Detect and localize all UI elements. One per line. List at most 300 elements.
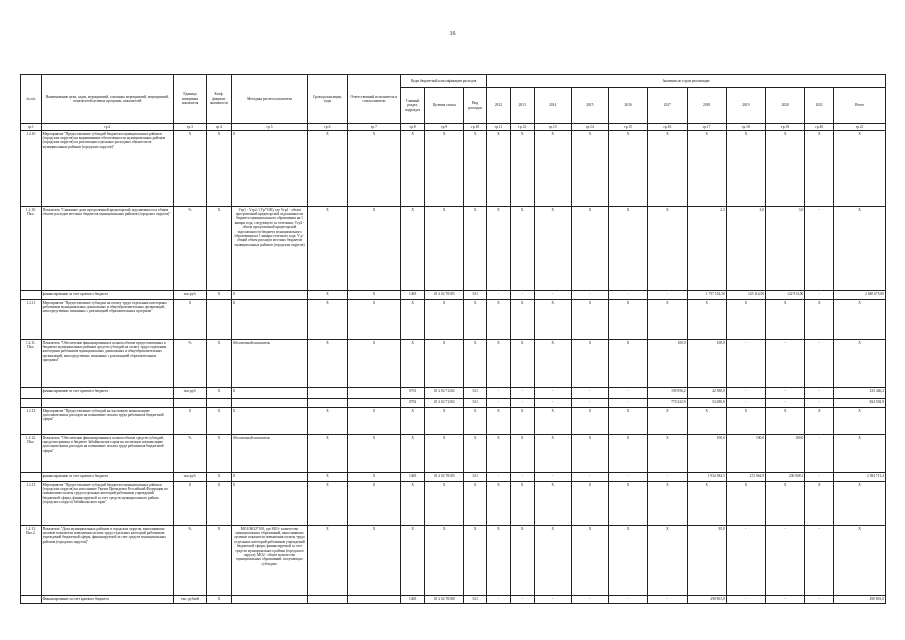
header-year: 2013 bbox=[510, 88, 534, 124]
table-cell: Мероприятие "Предоставление субсидий на частичную компенсацию дополнительных расходов на повышение оплаты труда работников бюджетной сферы" bbox=[41, 408, 173, 435]
table-row bbox=[21, 526, 886, 596]
table-cell: 142 914,00 bbox=[766, 291, 805, 300]
header-coef: Коэф. фициент значимости bbox=[207, 75, 232, 124]
table-cell bbox=[21, 596, 42, 604]
table-cell: - bbox=[805, 291, 834, 300]
table-cell: - bbox=[510, 596, 534, 604]
table-row bbox=[21, 340, 886, 388]
table-cell bbox=[347, 388, 401, 399]
column-number-row bbox=[21, 124, 886, 131]
table-cell: Х bbox=[834, 482, 886, 526]
column-number: гр.14 bbox=[571, 124, 608, 131]
table-cell: Показатель "Обеспечение финансирования в полном объеме предоставленных в бюджеты муниципальных районов средств субсидий на оплату труда отдельным категориям работников муниципальных дошкольных и общеобразовательных организаций, непосредственно связанных с реализацией образовательных программ" bbox=[41, 340, 173, 388]
header-total: Итого bbox=[834, 88, 886, 124]
table-cell: Мероприятие "Предоставление субсидии на оплату труда отдельным категориям работников муниципальных дошкольных и общеобразовательных организаций, непосредственно связанных с реализацией образовательных программ" bbox=[41, 300, 173, 340]
table-cell: 01 2 02 71202 bbox=[425, 388, 464, 399]
table-cell: 1.2.13. Пкл.2. bbox=[21, 526, 42, 596]
table-cell: Х bbox=[571, 435, 608, 473]
table-cell: Х bbox=[347, 408, 401, 435]
table-cell: Х bbox=[534, 207, 571, 291]
table-cell: Х bbox=[487, 207, 511, 291]
table-cell: Х bbox=[648, 300, 687, 340]
header-executor: Ответственный исполнитель и соисполнители bbox=[347, 75, 401, 124]
table-cell: - bbox=[766, 399, 805, 408]
table-cell: Х bbox=[425, 131, 464, 207]
table-cell: Х bbox=[608, 435, 647, 473]
table-cell: финансирование за счет краевого бюджета bbox=[41, 291, 173, 300]
table-cell: - bbox=[805, 596, 834, 604]
column-number: гр.11 bbox=[487, 124, 511, 131]
table-cell: Х bbox=[571, 482, 608, 526]
table-cell: Х bbox=[805, 482, 834, 526]
table-cell: Х bbox=[487, 526, 511, 596]
table-cell: Х bbox=[401, 300, 425, 340]
table-cell bbox=[231, 596, 307, 604]
table-cell bbox=[173, 399, 206, 408]
table-cell: - bbox=[608, 473, 647, 482]
table-cell: Х bbox=[464, 207, 487, 291]
table-row bbox=[21, 291, 886, 300]
table-cell: - bbox=[766, 388, 805, 399]
table-cell: Х bbox=[173, 482, 206, 526]
header-year: 2016 bbox=[608, 88, 647, 124]
table-cell: Х bbox=[425, 408, 464, 435]
header-year: 2014 bbox=[534, 88, 571, 124]
table-cell: - bbox=[487, 399, 511, 408]
header-year: 2015 bbox=[571, 88, 608, 124]
table-cell: Х bbox=[608, 408, 647, 435]
table-cell: Х bbox=[425, 300, 464, 340]
table-cell: Х bbox=[534, 526, 571, 596]
column-number: гр.2 bbox=[41, 124, 173, 131]
table-cell: 2,3 bbox=[687, 207, 726, 291]
table-cell: Х bbox=[308, 300, 347, 340]
table-cell: - bbox=[510, 388, 534, 399]
table-cell: - bbox=[510, 473, 534, 482]
table-cell: - bbox=[510, 399, 534, 408]
table-cell: Х bbox=[805, 131, 834, 207]
column-number: гр.3 bbox=[173, 124, 206, 131]
table-cell bbox=[21, 473, 42, 482]
table-cell: Х bbox=[231, 408, 307, 435]
table-cell: 2 040 675,00 bbox=[834, 291, 886, 300]
table-cell: 190 956,2 bbox=[648, 388, 687, 399]
table-cell: 100,0 bbox=[648, 340, 687, 388]
table-cell: Х bbox=[401, 435, 425, 473]
table-cell: Х bbox=[608, 207, 647, 291]
table-cell: Х bbox=[347, 482, 401, 526]
table-cell: - bbox=[608, 388, 647, 399]
table-cell: 1.2.11. Пкл. bbox=[21, 340, 42, 388]
table-cell: 521 bbox=[464, 399, 487, 408]
table-cell: - bbox=[726, 340, 765, 388]
header-year: 2017 bbox=[648, 88, 687, 124]
table-cell: Х bbox=[231, 482, 307, 526]
table-cell: Х bbox=[308, 291, 347, 300]
table-cell: Х bbox=[608, 300, 647, 340]
column-number: гр.17 bbox=[687, 124, 726, 131]
table-cell: Х bbox=[207, 388, 232, 399]
table-cell: Х bbox=[487, 435, 511, 473]
table-cell: 521 bbox=[464, 388, 487, 399]
table-cell: Х bbox=[231, 388, 307, 399]
table-cell: Х bbox=[347, 435, 401, 473]
table-cell: Х bbox=[207, 340, 232, 388]
table-cell: тыс.руб. bbox=[173, 388, 206, 399]
table-cell: Х bbox=[534, 482, 571, 526]
table-cell: Х bbox=[571, 300, 608, 340]
column-number: гр.7 bbox=[347, 124, 401, 131]
table-cell: финансирование за счет краевого бюджета bbox=[41, 388, 173, 399]
table-cell: 2 584 713,4 bbox=[834, 473, 886, 482]
table-cell: Х bbox=[425, 435, 464, 473]
table-row bbox=[21, 399, 886, 408]
table-cell: 3,0 bbox=[766, 207, 805, 291]
table-cell: - bbox=[487, 291, 511, 300]
table-cell: 1403 bbox=[401, 473, 425, 482]
table-cell: - bbox=[571, 399, 608, 408]
header-year: 2012 bbox=[487, 88, 511, 124]
header-year: 2018 bbox=[687, 88, 726, 124]
table-cell: Х bbox=[207, 207, 232, 291]
table-cell: 1403 bbox=[401, 291, 425, 300]
table-cell: Х bbox=[464, 300, 487, 340]
table-cell: Х bbox=[608, 131, 647, 207]
table-cell: Х bbox=[464, 340, 487, 388]
table-cell: - bbox=[534, 596, 571, 604]
column-number: гр.8 bbox=[401, 124, 425, 131]
table-cell: МО1/МО2*100, где МО1- количество муниципальных образований, выполнивших целевые показатели повышения оплаты труда отдельных категорий работников учреждений бюджетной сферы, финансируемой за счет средств муниципального района (городского округа); МО2 - общее количество муниципальных образований, получающих субсидию. bbox=[231, 526, 307, 596]
header-method: Методика расчета показателя bbox=[231, 75, 307, 124]
column-number: гр.10 bbox=[464, 124, 487, 131]
table-cell bbox=[21, 291, 42, 300]
table-cell: Х bbox=[648, 482, 687, 526]
table-cell: Х bbox=[534, 131, 571, 207]
table-cell: Х bbox=[425, 482, 464, 526]
table-cell: 01 2 02 78180 bbox=[425, 596, 464, 604]
table-cell: 100,0 bbox=[687, 340, 726, 388]
table-cell: Х bbox=[231, 131, 307, 207]
table-row bbox=[21, 207, 886, 291]
table-cell: Абсолютный показатель bbox=[231, 340, 307, 388]
table-cell: 1.2.12 bbox=[21, 408, 42, 435]
header-term: Сроки реализации, годы bbox=[308, 75, 347, 124]
table-cell: Х bbox=[173, 408, 206, 435]
table-cell: Х bbox=[608, 526, 647, 596]
table-cell: Х bbox=[687, 408, 726, 435]
table-cell: - bbox=[510, 291, 534, 300]
table-cell: 01 2 02 78183 bbox=[425, 473, 464, 482]
table-cell: Х bbox=[571, 408, 608, 435]
table-cell: Х bbox=[207, 131, 232, 207]
table-cell: Х bbox=[487, 131, 511, 207]
table-cell: Показатель "Доля муниципальных районов и городских округов, выполнивших целевые показатели повышения оплаты труда отдельных категорий работников учреждений бюджетной сферы, финансируемой за счет средств муниципальных районов (городских округов)" bbox=[41, 526, 173, 596]
table-cell: - bbox=[766, 340, 805, 388]
table-cell: Х bbox=[510, 340, 534, 388]
table-cell: % bbox=[173, 526, 206, 596]
table-cell: 1403 bbox=[401, 596, 425, 604]
table-cell: - bbox=[766, 526, 805, 596]
table-cell: Х bbox=[534, 435, 571, 473]
table-cell: Х bbox=[766, 131, 805, 207]
table-cell: - bbox=[571, 596, 608, 604]
table-cell: Х bbox=[726, 482, 765, 526]
table-cell: % bbox=[173, 435, 206, 473]
table-cell: Х bbox=[464, 526, 487, 596]
table-cell: Х bbox=[834, 435, 886, 473]
table-cell bbox=[207, 399, 232, 408]
table-cell: Х bbox=[834, 340, 886, 388]
table-row bbox=[21, 388, 886, 399]
table-row bbox=[21, 435, 886, 473]
table-cell: тыс. рублей bbox=[173, 596, 206, 604]
table-cell bbox=[41, 399, 173, 408]
table-cell: Х bbox=[766, 300, 805, 340]
table-cell: - bbox=[487, 388, 511, 399]
table-cell: 01 2 02 71202 bbox=[425, 399, 464, 408]
table-cell: Х bbox=[648, 435, 687, 473]
table-cell: Х bbox=[487, 300, 511, 340]
table-cell: Х bbox=[173, 131, 206, 207]
table-cell: 290 801,0 bbox=[687, 596, 726, 604]
table-cell: Х bbox=[834, 526, 886, 596]
table-cell: тыс.руб. bbox=[173, 291, 206, 300]
table-cell: Х bbox=[464, 435, 487, 473]
header-no: № п/п bbox=[21, 75, 42, 124]
table-cell: Х bbox=[464, 408, 487, 435]
table-cell: Х bbox=[347, 300, 401, 340]
table-cell: Х bbox=[805, 408, 834, 435]
table-cell: Х bbox=[207, 482, 232, 526]
table-cell: Х bbox=[347, 473, 401, 482]
table-cell: Х bbox=[425, 526, 464, 596]
table-cell: Х bbox=[401, 482, 425, 526]
table-cell: 1 757 102,30 bbox=[687, 291, 726, 300]
column-number: гр.18 bbox=[726, 124, 765, 131]
table-cell: Х bbox=[766, 408, 805, 435]
table-cell: - bbox=[571, 388, 608, 399]
table-cell: Х bbox=[648, 408, 687, 435]
table-cell: Х bbox=[608, 340, 647, 388]
table-cell: Х bbox=[510, 482, 534, 526]
table-row bbox=[21, 473, 886, 482]
table-cell: Х bbox=[726, 300, 765, 340]
table-cell: 1.2.10. Пкл. bbox=[21, 207, 42, 291]
table-cell: Показатель "Обеспечение финансирования в полном объеме средств субсидий, предусмотренных в бюджете Забайкальского края на частичную компенсацию дополнительных расходов на повышение оплаты труда работников бюджетной сферы" bbox=[41, 435, 173, 473]
table-cell: Абсолютный показатель bbox=[231, 435, 307, 473]
table-cell: 272 064,8 bbox=[726, 473, 765, 482]
table-cell: Х bbox=[401, 131, 425, 207]
table-cell: 0701 bbox=[401, 388, 425, 399]
column-number: гр.15 bbox=[608, 124, 647, 131]
table-cell: Х bbox=[510, 207, 534, 291]
table-cell: Х bbox=[571, 340, 608, 388]
table-cell: Х bbox=[726, 131, 765, 207]
table-cell: Финансирование за счет краевого бюджета bbox=[41, 596, 173, 604]
column-number: гр.1 bbox=[21, 124, 42, 131]
header-year: 2021 bbox=[805, 88, 834, 124]
column-number: гр.20 bbox=[805, 124, 834, 131]
header-budget-codes: Коды бюджетной классификации расходов bbox=[401, 75, 487, 88]
column-number: гр.12 bbox=[510, 124, 534, 131]
table-cell: Х bbox=[648, 131, 687, 207]
table-cell: Х bbox=[648, 207, 687, 291]
table-cell: - bbox=[608, 291, 647, 300]
table-cell bbox=[308, 399, 347, 408]
table-cell: Х bbox=[347, 340, 401, 388]
page-number: 16 bbox=[449, 31, 456, 37]
table-cell: Х bbox=[207, 596, 232, 604]
table-cell: 824 502,9 bbox=[834, 399, 886, 408]
table-cell: Х bbox=[487, 482, 511, 526]
table-cell: 1.2.13 bbox=[21, 482, 42, 526]
table-cell: Х bbox=[425, 207, 464, 291]
table-cell: Х bbox=[308, 526, 347, 596]
table-cell: Х bbox=[805, 300, 834, 340]
table-cell: - bbox=[805, 207, 834, 291]
table-cell: Х bbox=[464, 482, 487, 526]
table-cell: Х bbox=[401, 207, 425, 291]
table-cell: - bbox=[487, 473, 511, 482]
table-cell bbox=[207, 300, 232, 340]
table-cell: Х bbox=[173, 300, 206, 340]
table-body bbox=[21, 131, 886, 604]
table-cell: - bbox=[726, 399, 765, 408]
column-number: гр.5 bbox=[231, 124, 307, 131]
table-cell: - bbox=[648, 291, 687, 300]
table-cell: 521 bbox=[464, 473, 487, 482]
table-cell: - bbox=[726, 526, 765, 596]
table-cell: Х bbox=[231, 291, 307, 300]
header-unit: Единица измерения показателя bbox=[173, 75, 206, 124]
table-cell: 1.2.11 bbox=[21, 300, 42, 340]
table-cell: - bbox=[726, 596, 765, 604]
table-cell: % bbox=[173, 340, 206, 388]
table-cell bbox=[347, 596, 401, 604]
table-cell: Х bbox=[207, 526, 232, 596]
table-cell: Х bbox=[401, 408, 425, 435]
table-cell: - bbox=[534, 291, 571, 300]
table-cell: - bbox=[534, 388, 571, 399]
table-cell: - bbox=[534, 399, 571, 408]
table-cell: Х bbox=[308, 482, 347, 526]
table-cell: - bbox=[648, 596, 687, 604]
table-cell: Х bbox=[231, 473, 307, 482]
table-cell: Х bbox=[207, 291, 232, 300]
table-row bbox=[21, 482, 886, 526]
table-cell: - bbox=[571, 473, 608, 482]
header-kbk-razdel: Главный раздел, подраздел bbox=[401, 88, 425, 124]
header-kbk-csr: Целевая статья bbox=[425, 88, 464, 124]
table-cell: - bbox=[608, 399, 647, 408]
table-cell: Х bbox=[207, 408, 232, 435]
header-year: 2019 bbox=[726, 88, 765, 124]
table-cell: Х bbox=[425, 340, 464, 388]
header-name: Наименование цели, задач, мероприятий, основных мероприятий, мероприятий, показателей целевых программ, показателей bbox=[41, 75, 173, 124]
column-number: гр.9 bbox=[425, 124, 464, 131]
table-row bbox=[21, 131, 886, 207]
table-cell: - bbox=[571, 291, 608, 300]
table-cell: Х bbox=[571, 526, 608, 596]
table-cell bbox=[21, 399, 42, 408]
table-cell: Х bbox=[571, 207, 608, 291]
table-cell: 233 446,2 bbox=[834, 388, 886, 399]
header-kbk-vr: Вид расходов bbox=[464, 88, 487, 124]
table-cell: Х bbox=[834, 207, 886, 291]
table-cell: Х bbox=[687, 482, 726, 526]
table-cell: - bbox=[805, 473, 834, 482]
table-cell: Х bbox=[231, 300, 307, 340]
column-number: гр.13 bbox=[534, 124, 571, 131]
table-cell: Х bbox=[308, 435, 347, 473]
table-cell: Х bbox=[308, 473, 347, 482]
table-cell: Х bbox=[534, 300, 571, 340]
table-cell: Мероприятие "Предоставление субсидий бюджетам муниципальных районов (городских округов) на выравнивание обеспеченности муниципальных районов (городских округов) по реализации отдельных расходных обязательств муниципальных районов (городских округов)" bbox=[41, 131, 173, 207]
table-cell bbox=[21, 388, 42, 399]
table-cell: Х bbox=[308, 131, 347, 207]
table-cell: 1.2.10 bbox=[21, 131, 42, 207]
program-indicators-table bbox=[20, 74, 886, 604]
table-cell: - bbox=[534, 473, 571, 482]
table-cell: - bbox=[805, 399, 834, 408]
table-cell: - bbox=[805, 340, 834, 388]
table-cell: 1 934 384,5 bbox=[687, 473, 726, 482]
table-cell: Х bbox=[347, 526, 401, 596]
table-cell: Х bbox=[766, 482, 805, 526]
table-cell: Х bbox=[648, 526, 687, 596]
table-cell: 95,0 bbox=[687, 526, 726, 596]
table-cell: Vгр1 - Vгр2 / (Vр*100), где Vгр1 - объем просроченной кредиторской задолженности бюджета муниципального образования на 1 января года, следующего за отчетным; Vгр2 - объем просроченной кредиторской задолженности бюджета муниципального образования на 1 января отчетного года; V р - общий объем расходов местных бюджетов муниципальных районов (городских округов) bbox=[231, 207, 307, 291]
table-cell: 3,0 bbox=[726, 207, 765, 291]
table-cell: - bbox=[805, 526, 834, 596]
column-number: гр.19 bbox=[766, 124, 805, 131]
table-cell: Х bbox=[608, 482, 647, 526]
column-number: гр.6 bbox=[308, 124, 347, 131]
table-cell: Показатель "Снижение доли просроченной кредиторской задолженности в общем объеме расходов местных бюджетов муниципальных районов (городских округов)" bbox=[41, 207, 173, 291]
table-cell: Х bbox=[401, 340, 425, 388]
header-year: 2020 bbox=[766, 88, 805, 124]
table-cell: % bbox=[173, 207, 206, 291]
table-cell: Х bbox=[687, 300, 726, 340]
table-cell: Х bbox=[726, 408, 765, 435]
table-cell: Х bbox=[834, 131, 886, 207]
header-values-by-year: Значения по годам реализации bbox=[487, 75, 886, 88]
table-cell: Х bbox=[401, 526, 425, 596]
table-cell: 100,0 bbox=[766, 435, 805, 473]
table-cell: Х bbox=[571, 131, 608, 207]
table-row bbox=[21, 596, 886, 604]
table-cell: Мероприятие "Предоставление субсидий бюджетам муниципальных районов (городских округов) на исполнение Указов Президента Российской Федерации по повышению оплаты труда отдельных категорий работников учреждений бюджетной сферы, финансируемой за счет средств муниципального района (городского округа) Забайкальского края" bbox=[41, 482, 173, 526]
table-cell: Х bbox=[687, 131, 726, 207]
table-cell: Х bbox=[464, 131, 487, 207]
table-cell: Х bbox=[510, 300, 534, 340]
table-cell: 770 222,9 bbox=[648, 399, 687, 408]
table-cell: Х bbox=[347, 131, 401, 207]
table-cell: Х bbox=[510, 131, 534, 207]
table-cell: 42 580,0 bbox=[687, 388, 726, 399]
table-cell: Х bbox=[534, 408, 571, 435]
table-cell bbox=[308, 388, 347, 399]
column-number: гр.16 bbox=[648, 124, 687, 131]
table-cell: 1.2.12. Пкл. bbox=[21, 435, 42, 473]
table-cell: 0702 bbox=[401, 399, 425, 408]
table-cell: Х bbox=[347, 291, 401, 300]
table-cell: - bbox=[805, 388, 834, 399]
table-cell: - bbox=[726, 388, 765, 399]
table-cell: - bbox=[766, 596, 805, 604]
table-cell: - bbox=[608, 596, 647, 604]
table-cell bbox=[308, 596, 347, 604]
